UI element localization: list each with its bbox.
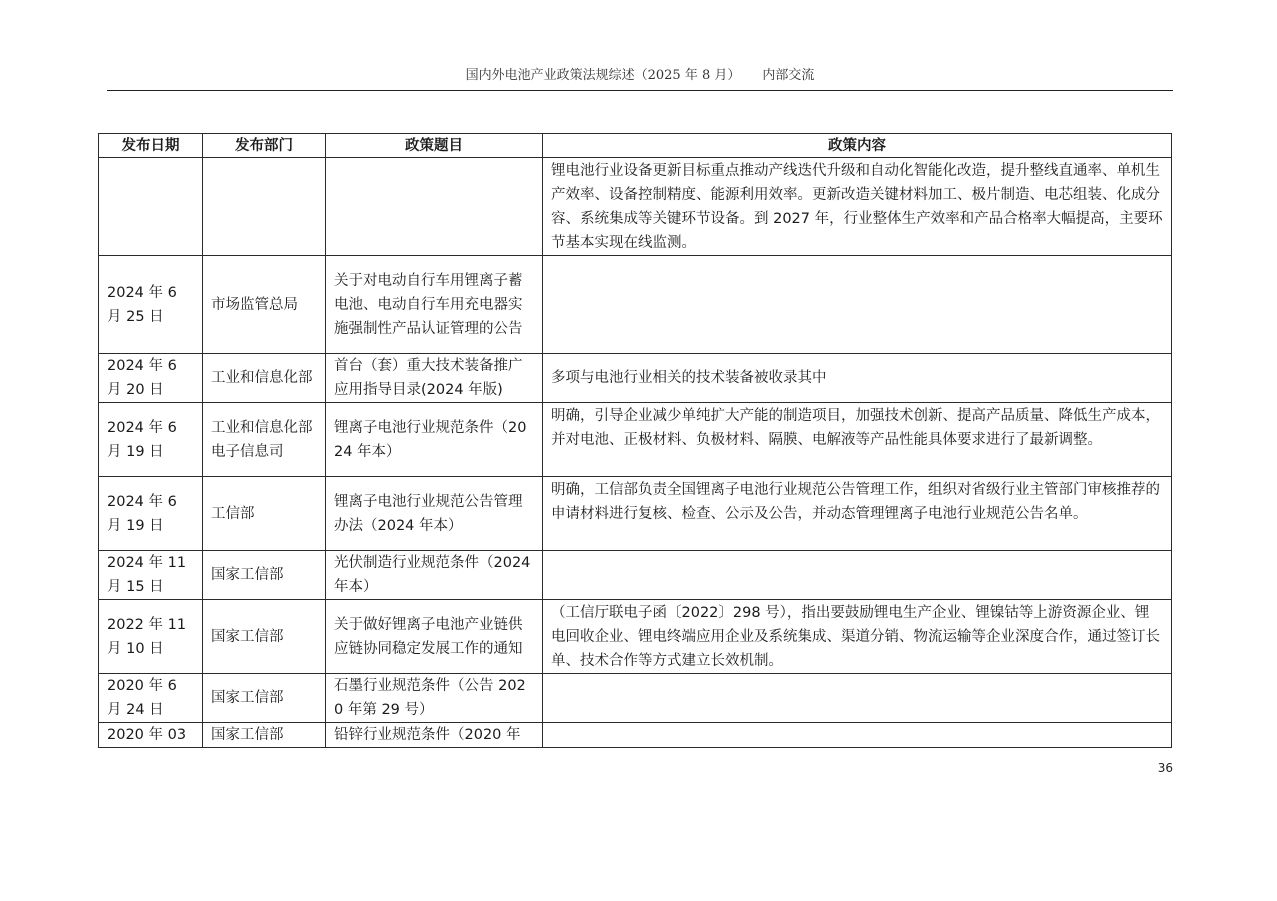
page-header xyxy=(107,66,1173,90)
cell-department: 国家工信部 xyxy=(203,674,326,723)
cell-date: 2020 年 6 月 24 日 xyxy=(99,674,203,723)
cell-department: 市场监管总局 xyxy=(203,256,326,354)
cell-title: 首台（套）重大技术装备推广应用指导目录(2024 年版) xyxy=(326,354,543,403)
cell-date: 2020 年 03 xyxy=(99,723,203,748)
cell-content xyxy=(543,551,1172,600)
column-header-title: 政策题目 xyxy=(326,134,543,158)
cell-content: 明确，引导企业减少单纯扩大产能的制造项目，加强技术创新、提高产品质量、降低生产成本，并对电池、正极材料、负极材料、隔膜、电解液等产品性能具体要求进行了最新调整。 xyxy=(543,403,1172,477)
cell-department: 工业和信息化部电子信息司 xyxy=(203,403,326,477)
cell-content: 多项与电池行业相关的技术装备被收录其中 xyxy=(543,354,1172,403)
table-row xyxy=(99,256,1172,354)
cell-date: 2024 年 6 月 25 日 xyxy=(99,256,203,354)
table-row xyxy=(99,600,1172,674)
cell-title xyxy=(326,158,543,256)
policy-table xyxy=(98,133,1172,748)
column-header-date: 发布日期 xyxy=(99,134,203,158)
cell-department: 工业和信息化部 xyxy=(203,354,326,403)
cell-title: 石墨行业规范条件（公告 2020 年第 29 号） xyxy=(326,674,543,723)
cell-title: 关于对电动自行车用锂离子蓄电池、电动自行车用充电器实施强制性产品认证管理的公告 xyxy=(326,256,543,354)
cell-content: （工信厅联电子函〔2022〕298 号），指出要鼓励锂电生产企业、锂镍钴等上游资源企业、锂电回收企业、锂电终端应用企业及系统集成、渠道分销、物流运输等企业深度合作，通过签订长单、技术合作等方式建立长效机制。 xyxy=(543,600,1172,674)
cell-title: 光伏制造行业规范条件（2024 年本） xyxy=(326,551,543,600)
cell-title: 锂离子电池行业规范公告管理办法（2024 年本） xyxy=(326,477,543,551)
cell-content xyxy=(543,256,1172,354)
cell-title: 锂离子电池行业规范条件（2024 年本） xyxy=(326,403,543,477)
header-title: 国内外电池产业政策法规综述（2025 年 8 月） xyxy=(465,68,741,83)
cell-department: 国家工信部 xyxy=(203,600,326,674)
cell-content xyxy=(543,674,1172,723)
table-row xyxy=(99,403,1172,477)
cell-department: 工信部 xyxy=(203,477,326,551)
cell-title: 关于做好锂离子电池产业链供应链协同稳定发展工作的通知 xyxy=(326,600,543,674)
cell-department xyxy=(203,158,326,256)
table-row xyxy=(99,723,1172,748)
cell-content: 明确，工信部负责全国锂离子电池行业规范公告管理工作，组织对省级行业主管部门审核推荐的申请材料进行复核、检查、公示及公告，并动态管理锂离子电池行业规范公告名单。 xyxy=(543,477,1172,551)
table-row xyxy=(99,551,1172,600)
header-divider xyxy=(107,90,1173,91)
page-number: 36 xyxy=(1157,761,1173,775)
table-row xyxy=(99,477,1172,551)
cell-title: 铅锌行业规范条件（2020 年 xyxy=(326,723,543,748)
cell-date: 2024 年 6 月 19 日 xyxy=(99,403,203,477)
cell-department: 国家工信部 xyxy=(203,723,326,748)
column-header-department: 发布部门 xyxy=(203,134,326,158)
cell-date: 2022 年 11 月 10 日 xyxy=(99,600,203,674)
cell-content: 锂电池行业设备更新目标重点推动产线迭代升级和自动化智能化改造，提升整线直通率、单机生产效率、设备控制精度、能源利用效率。更新改造关键材料加工、极片制造、电芯组装、化成分容、系统集成等关键环节设备。到 2027 年，行业整体生产效率和产品合格率大幅提高，主要环节基本实现在线监测。 xyxy=(543,158,1172,256)
table-header-row xyxy=(99,134,1172,158)
table-row xyxy=(99,158,1172,256)
cell-date: 2024 年 6 月 19 日 xyxy=(99,477,203,551)
table-row xyxy=(99,674,1172,723)
table-row xyxy=(99,354,1172,403)
cell-date xyxy=(99,158,203,256)
cell-content xyxy=(543,723,1172,748)
column-header-content: 政策内容 xyxy=(543,134,1172,158)
cell-date: 2024 年 11 月 15 日 xyxy=(99,551,203,600)
cell-date: 2024 年 6 月 20 日 xyxy=(99,354,203,403)
header-note: 内部交流 xyxy=(762,68,815,83)
cell-department: 国家工信部 xyxy=(203,551,326,600)
